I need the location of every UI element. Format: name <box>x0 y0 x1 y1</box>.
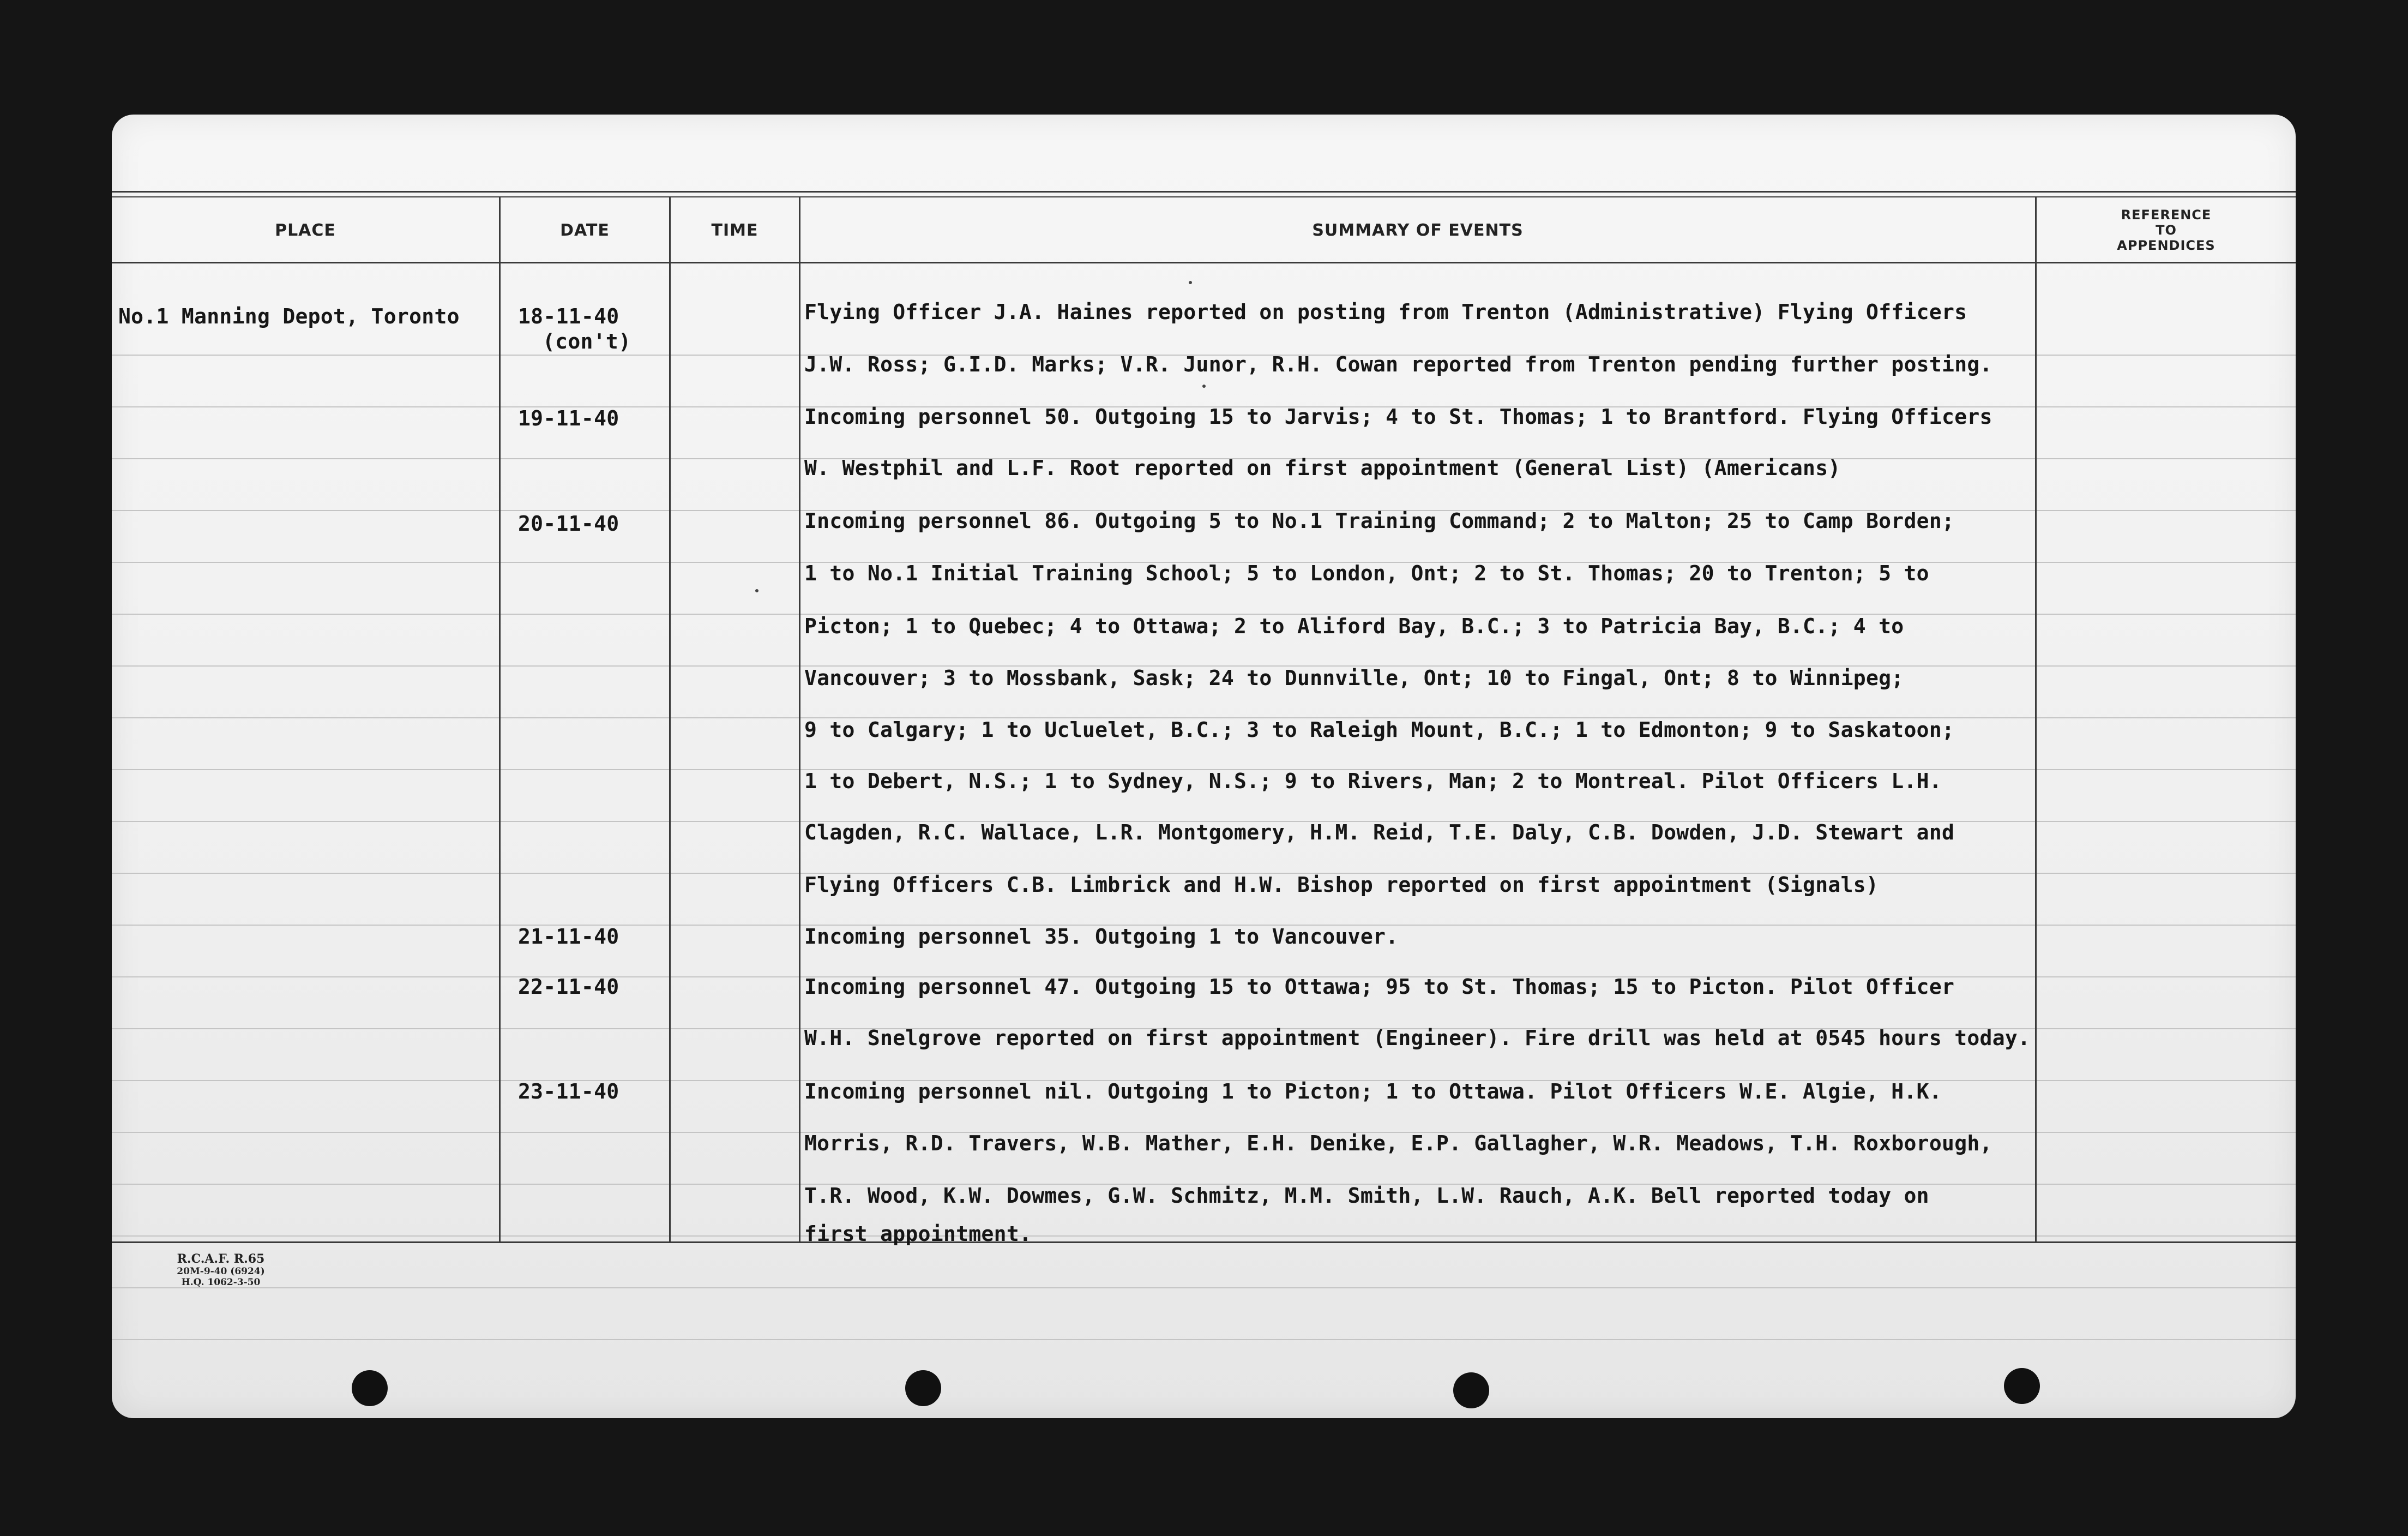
hq-code: H.Q. 1062-3-50 <box>181 1277 261 1288</box>
header-summary: SUMMARY OF EVENTS <box>1312 220 1524 240</box>
header-place: PLACE <box>275 220 336 240</box>
summary-line: Incoming personnel 86. Outgoing 5 to No.1 Training Command; 2 to Malton; 25 to Camp Borden; <box>804 509 1955 533</box>
header-time: TIME <box>711 220 758 240</box>
summary-line: Flying Officers C.B. Limbrick and H.W. Bishop reported on first appointment (Signals) <box>804 873 1879 897</box>
column-separator-reference <box>2035 196 2037 1241</box>
header-reference-line-1: REFERENCE <box>2121 207 2212 223</box>
binder-hole <box>2004 1368 2040 1404</box>
date-entry: 20-11-40 <box>518 512 619 536</box>
diary-form-card <box>112 115 2296 1418</box>
print-code: 20M-9-40 (6924) <box>177 1266 265 1277</box>
summary-line: W. Westphil and L.F. Root reported on first appointment (General List) (Americans) <box>804 456 1841 480</box>
summary-line: 1 to Debert, N.S.; 1 to Sydney, N.S.; 9 to Rivers, Man; 2 to Montreal. Pilot Officers L.H. <box>804 769 1942 793</box>
column-separator-summary <box>799 196 800 1241</box>
summary-line: Incoming personnel 50. Outgoing 15 to Jarvis; 4 to St. Thomas; 1 to Brantford. Flying Officers <box>804 405 1992 429</box>
summary-line: Incoming personnel 47. Outgoing 15 to Ottawa; 95 to St. Thomas; 15 to Picton. Pilot Officer <box>804 975 1955 999</box>
header-date: DATE <box>560 220 610 240</box>
summary-line: W.H. Snelgrove reported on first appointment (Engineer). Fire drill was held at 0545 hours today. <box>804 1026 2031 1050</box>
summary-line: T.R. Wood, K.W. Dowmes, G.W. Schmitz, M.M. Smith, L.W. Rauch, A.K. Bell reported today on <box>804 1184 1929 1208</box>
dust-speck <box>1189 281 1192 284</box>
binder-hole <box>905 1370 941 1406</box>
dust-speck <box>755 589 758 592</box>
ruled-line <box>112 1235 2296 1237</box>
summary-line: Morris, R.D. Travers, W.B. Mather, E.H. Denike, E.P. Gallagher, W.R. Meadows, T.H. Roxborough, <box>804 1131 1992 1155</box>
date-entry: 22-11-40 <box>518 975 619 999</box>
header-reference-line-2: TO <box>2156 223 2177 238</box>
summary-line: 9 to Calgary; 1 to Ucluelet, B.C.; 3 to Raleigh Mount, B.C.; 1 to Edmonton; 9 to Saskatoon; <box>804 718 1955 742</box>
form-number-footer <box>158 1252 284 1288</box>
place-entry: No.1 Manning Depot, Toronto <box>118 304 460 328</box>
date-entry: 23-11-40 <box>518 1079 619 1103</box>
date-entry: 19-11-40 <box>518 406 619 430</box>
ruled-line <box>112 1287 2296 1288</box>
header-reference-line-3: APPENDICES <box>2117 238 2216 253</box>
summary-line: Clagden, R.C. Wallace, L.R. Montgomery, H.M. Reid, T.E. Daly, C.B. Dowden, J.D. Stewart and <box>804 820 1955 844</box>
summary-line: Flying Officer J.A. Haines reported on posting from Trenton (Administrative) Flying Officers <box>804 300 1967 324</box>
summary-line: Incoming personnel nil. Outgoing 1 to Picton; 1 to Ottawa. Pilot Officers W.E. Algie, H.K. <box>804 1079 1942 1103</box>
summary-line: Incoming personnel 35. Outgoing 1 to Vancouver. <box>804 925 1399 949</box>
form-code: R.C.A.F. R.65 <box>177 1252 265 1266</box>
summary-line: Vancouver; 3 to Mossbank, Sask; 24 to Dunnville, Ont; 10 to Fingal, Ont; 8 to Winnipeg; <box>804 666 1904 690</box>
header-reference <box>2037 196 2296 264</box>
table-bottom-rule <box>112 1241 2296 1243</box>
binder-hole <box>352 1370 388 1406</box>
date-continued: (con't) <box>543 329 631 353</box>
column-separator-date <box>499 196 501 1241</box>
summary-line: J.W. Ross; G.I.D. Marks; V.R. Junor, R.H. Cowan reported from Trenton pending further posting. <box>804 352 1992 376</box>
header-top-rule <box>112 191 2296 193</box>
column-separator-time <box>669 196 671 1241</box>
summary-line: 1 to No.1 Initial Training School; 5 to London, Ont; 2 to St. Thomas; 20 to Trenton; 5 to <box>804 561 1929 585</box>
binder-hole <box>1453 1372 1489 1408</box>
date-entry: 21-11-40 <box>518 925 619 949</box>
summary-line: first appointment. <box>804 1222 1032 1246</box>
date-entry: 18-11-40 <box>518 304 619 328</box>
dust-speck <box>1202 385 1206 388</box>
ruled-line <box>112 1339 2296 1340</box>
summary-line: Picton; 1 to Quebec; 4 to Ottawa; 2 to Aliford Bay, B.C.; 3 to Patricia Bay, B.C.; 4 to <box>804 614 1904 638</box>
